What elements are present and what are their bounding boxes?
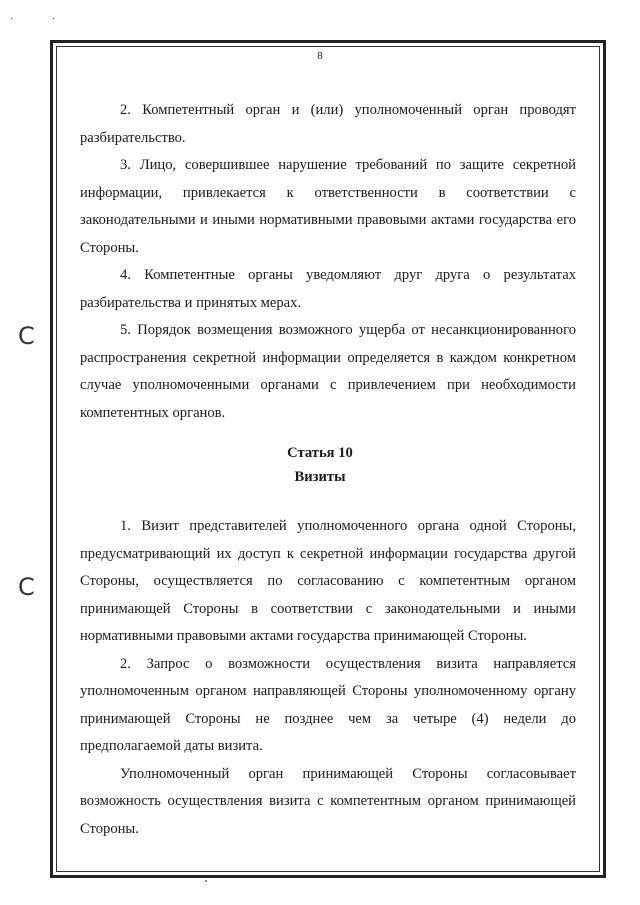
paragraph: 3. Лицо, совершившее нарушение требований по защите секретной информации, привлекается к ответственности в соответствии с законодательными и иными нормативными правовыми актами государства его Стороны.: [80, 157, 576, 256]
section-1-text: [80, 97, 576, 427]
paragraph: 2. Запрос о возможности осуществления визита направляется уполномоченным органом направляющей Стороны уполномоченному органу принимающей Стороны не позднее чем за четыре (4) недели до предполагаемой даты визита.: [80, 655, 576, 754]
binder-hole-mark: C: [18, 322, 35, 350]
paragraph: 2. Компетентный орган и (или) уполномоченный орган проводят разбирательство.: [80, 102, 576, 146]
paragraph: 1. Визит представителей уполномоченного органа одной Стороны, предусматривающий их доступ к секретной информации государства другой Стороны, осуществляется по согласованию с компетентным органом принимающей Стороны в соответствии с законодательными и иными нормативными правовыми актами государства принимающей Стороны.: [80, 518, 576, 644]
page-number: 8: [317, 50, 323, 62]
scan-speck: [205, 880, 207, 882]
article-number: Статья 10: [287, 445, 353, 461]
binder-hole-mark: C: [18, 573, 35, 601]
article-heading: [0, 441, 640, 489]
article-title: Визиты: [294, 469, 346, 485]
scan-corner-marks: · ·: [10, 14, 74, 25]
section-2-text: [80, 513, 576, 843]
paragraph: 5. Порядок возмещения возможного ущерба от несанкционированного распространения секретной информации определяется в каждом конкретном случае уполномоченными органами с привлечением при необходимости компетентных органов.: [80, 322, 576, 421]
paragraph: Уполномоченный орган принимающей Стороны согласовывает возможность осуществления визита с компетентным органом принимающей Стороны.: [80, 765, 576, 837]
paragraph: 4. Компетентные органы уведомляют друг друга о результатах разбирательства и принятых мерах.: [80, 267, 576, 311]
